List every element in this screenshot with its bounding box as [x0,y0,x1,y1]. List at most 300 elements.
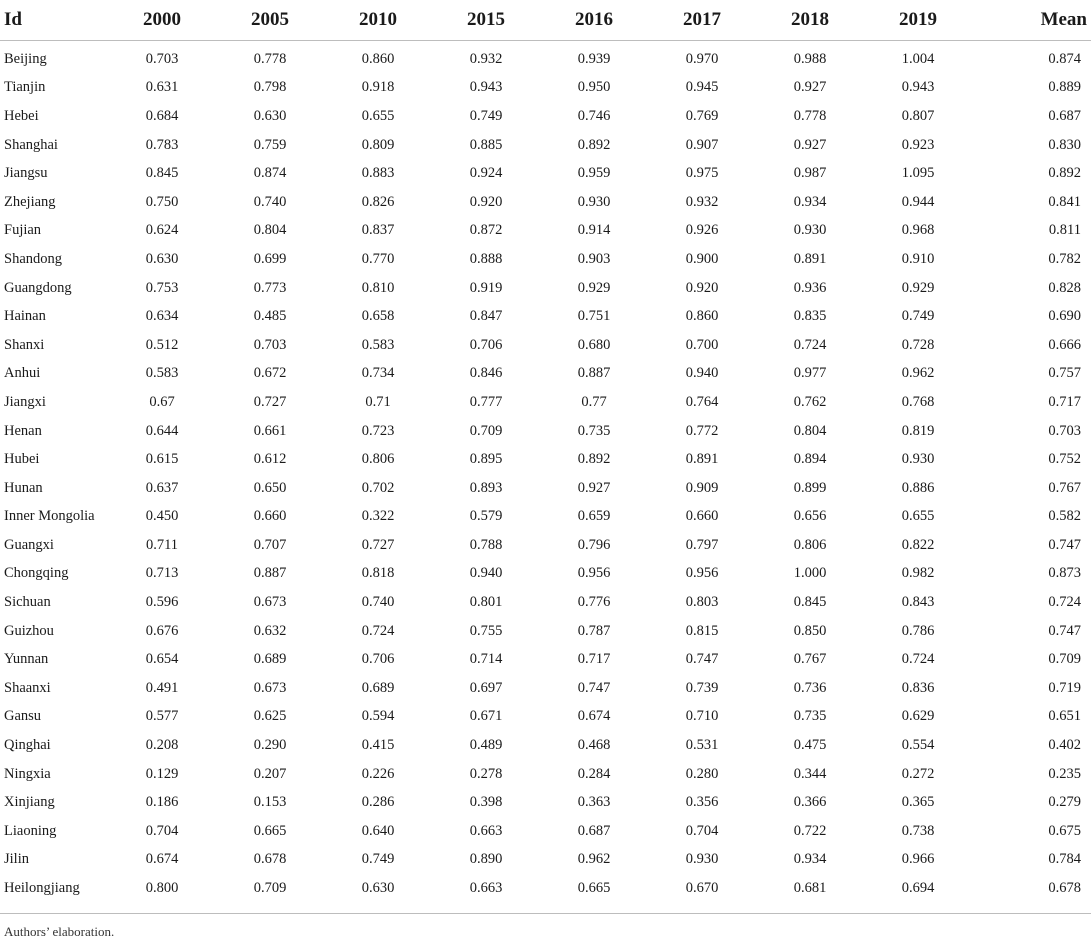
region-name-cell: Shanghai [4,136,58,153]
value-cell: 0.934 [793,851,827,868]
value-cell: 0.279 [1048,794,1081,811]
value-cell: 0.651 [1048,708,1081,725]
value-cell: 0.655 [361,107,395,124]
value-cell: 0.727 [361,536,395,553]
value-cell: 1.000 [793,565,827,582]
value-cell: 0.723 [361,422,395,439]
value-cell: 0.936 [793,279,827,296]
region-name-cell: Hainan [4,308,46,325]
value-cell: 0.284 [577,765,611,782]
value-cell: 0.899 [793,479,827,496]
value-cell: 0.366 [793,794,827,811]
value-cell: 0.713 [145,565,179,582]
value-cell: 0.71 [365,393,391,410]
table-row [0,360,1091,389]
table-row [0,131,1091,160]
region-name-cell: Shanxi [4,336,45,353]
value-cell: 0.596 [145,594,179,611]
value-cell: 0.579 [469,508,503,525]
value-cell: 0.962 [577,851,611,868]
value-cell: 0.982 [901,565,935,582]
value-cell: 0.531 [685,737,719,754]
value-cell: 0.640 [361,822,395,839]
value-cell: 0.702 [361,479,395,496]
value-cell: 0.860 [361,50,395,67]
column-header: 2019 [864,0,972,41]
value-cell: 0.892 [1048,165,1081,182]
value-cell: 0.186 [145,794,179,811]
value-cell: 0.697 [469,679,503,696]
region-name-cell: Hunan [4,479,43,496]
value-cell: 0.968 [901,222,935,239]
table-footnote: Authors’ elaboration. [4,923,115,939]
value-cell: 0.788 [469,536,503,553]
value-cell: 0.594 [361,708,395,725]
value-cell: 0.826 [361,193,395,210]
value-cell: 0.674 [577,708,611,725]
value-cell: 0.757 [1048,365,1081,382]
value-cell: 0.930 [793,222,827,239]
value-cell: 0.738 [901,822,935,839]
region-name-cell: Liaoning [4,822,57,839]
value-cell: 0.767 [793,651,827,668]
table-row [0,159,1091,188]
value-cell: 0.836 [901,679,935,696]
table-row [0,74,1091,103]
value-cell: 0.714 [469,651,503,668]
value-cell: 0.909 [685,479,719,496]
value-cell: 0.828 [1048,279,1081,296]
value-cell: 0.630 [253,107,287,124]
value-cell: 0.717 [577,651,611,668]
value-cell: 0.365 [901,794,935,811]
table-row [0,703,1091,732]
value-cell: 0.719 [1048,679,1081,696]
value-cell: 0.943 [901,79,935,96]
value-cell: 0.735 [793,708,827,725]
value-cell: 0.885 [469,136,503,153]
value-cell: 0.804 [253,222,287,239]
value-cell: 0.874 [253,165,287,182]
value-cell: 0.700 [685,336,719,353]
value-cell: 0.724 [793,336,827,353]
value-cell: 0.822 [901,536,935,553]
column-header: Mean [972,0,1091,41]
value-cell: 0.703 [253,336,287,353]
value-cell: 0.711 [145,536,179,553]
table-row [0,474,1091,503]
value-cell: 0.665 [577,880,611,897]
value-cell: 0.764 [685,393,719,410]
table-row [0,245,1091,274]
value-cell: 0.841 [1048,193,1081,210]
value-cell: 0.807 [901,107,935,124]
region-name-cell: Guangxi [4,536,54,553]
value-cell: 0.778 [253,50,287,67]
value-cell: 0.950 [577,79,611,96]
value-cell: 0.929 [901,279,935,296]
region-name-cell: Guizhou [4,622,54,639]
value-cell: 0.659 [577,508,611,525]
region-name-cell: Beijing [4,50,47,67]
value-cell: 0.687 [577,822,611,839]
value-cell: 0.637 [145,479,179,496]
value-cell: 0.491 [145,679,179,696]
value-cell: 0.772 [685,422,719,439]
value-cell: 0.704 [145,822,179,839]
value-cell: 0.740 [361,594,395,611]
value-cell: 0.226 [361,765,395,782]
value-cell: 0.736 [793,679,827,696]
value-cell: 0.747 [1048,536,1081,553]
value-cell: 0.727 [253,393,287,410]
value-cell: 0.684 [145,107,179,124]
value-cell: 0.895 [469,451,503,468]
value-cell: 0.468 [577,737,611,754]
value-cell: 0.752 [1048,451,1081,468]
table-body [0,41,1091,907]
table-row [0,417,1091,446]
region-name-cell: Ningxia [4,765,51,782]
value-cell: 0.658 [361,308,395,325]
table-row [0,731,1091,760]
value-cell: 0.706 [361,651,395,668]
value-cell: 0.940 [469,565,503,582]
value-cell: 0.873 [1048,565,1081,582]
column-header: 2017 [648,0,756,41]
value-cell: 0.475 [793,737,827,754]
table-row [0,674,1091,703]
value-cell: 0.661 [253,422,287,439]
table-header [0,0,1091,41]
value-cell: 0.630 [145,250,179,267]
table-row [0,874,1091,907]
value-cell: 0.129 [145,765,179,782]
table-row [0,503,1091,532]
region-name-cell: Yunnan [4,651,49,668]
value-cell: 0.750 [145,193,179,210]
value-cell: 0.747 [577,679,611,696]
value-cell: 0.977 [793,365,827,382]
value-cell: 0.630 [361,880,395,897]
value-cell: 0.272 [901,765,935,782]
value-cell: 0.278 [469,765,503,782]
value-cell: 0.900 [685,250,719,267]
value-cell: 0.632 [253,622,287,639]
value-cell: 0.945 [685,79,719,96]
value-cell: 0.806 [793,536,827,553]
value-cell: 0.846 [469,365,503,382]
value-cell: 0.891 [685,451,719,468]
value-cell: 0.943 [469,79,503,96]
value-cell: 0.687 [1048,107,1081,124]
region-name-cell: Heilongjiang [4,880,80,897]
value-cell: 0.845 [145,165,179,182]
region-name-cell: Tianjin [4,79,46,96]
table-row [0,274,1091,303]
value-cell: 0.707 [253,536,287,553]
value-cell: 0.872 [469,222,503,239]
value-cell: 0.749 [361,851,395,868]
value-cell: 0.956 [685,565,719,582]
value-cell: 0.988 [793,50,827,67]
value-cell: 0.932 [469,50,503,67]
value-cell: 0.796 [577,536,611,553]
value-cell: 0.673 [253,679,287,696]
value-cell: 0.703 [1048,422,1081,439]
value-cell: 0.208 [145,737,179,754]
value-cell: 0.286 [361,794,395,811]
value-cell: 0.280 [685,765,719,782]
value-cell: 0.801 [469,594,503,611]
value-cell: 0.889 [1048,79,1081,96]
value-cell: 0.907 [685,136,719,153]
value-cell: 0.890 [469,851,503,868]
value-cell: 0.450 [145,508,179,525]
value-cell: 0.235 [1048,765,1081,782]
table-row [0,445,1091,474]
value-cell: 0.663 [469,822,503,839]
value-cell: 0.811 [1048,222,1081,239]
value-cell: 0.673 [253,594,287,611]
value-cell: 0.927 [793,79,827,96]
value-cell: 0.847 [469,308,503,325]
value-cell: 0.815 [685,622,719,639]
value-cell: 0.734 [361,365,395,382]
value-cell: 0.689 [253,651,287,668]
value-cell: 0.893 [469,479,503,496]
column-header: 2016 [540,0,648,41]
value-cell: 0.759 [253,136,287,153]
value-cell: 0.777 [469,393,503,410]
region-name-cell: Xinjiang [4,794,55,811]
table-row [0,531,1091,560]
region-name-cell: Sichuan [4,594,51,611]
value-cell: 0.776 [577,594,611,611]
value-cell: 0.886 [901,479,935,496]
value-cell: 0.903 [577,250,611,267]
value-cell: 0.837 [361,222,395,239]
value-cell: 0.699 [253,250,287,267]
region-name-cell: Gansu [4,708,42,725]
value-cell: 0.739 [685,679,719,696]
value-cell: 0.830 [1048,136,1081,153]
region-name-cell: Inner Mongolia [4,508,95,525]
value-cell: 0.818 [361,565,395,582]
value-cell: 0.676 [145,622,179,639]
value-cell: 0.207 [253,765,287,782]
value-cell: 0.625 [253,708,287,725]
value-cell: 1.004 [901,50,935,67]
value-cell: 0.891 [793,250,827,267]
value-cell: 0.874 [1048,50,1081,67]
value-cell: 0.660 [685,508,719,525]
value-cell: 0.665 [253,822,287,839]
value-cell: 0.724 [1048,594,1081,611]
table-row [0,760,1091,789]
value-cell: 0.644 [145,422,179,439]
value-cell: 0.678 [1048,880,1081,897]
value-cell: 0.749 [469,107,503,124]
value-cell: 0.670 [685,880,719,897]
value-cell: 0.819 [901,422,935,439]
value-cell: 0.77 [581,393,607,410]
value-cell: 0.786 [901,622,935,639]
value-cell: 0.709 [1048,651,1081,668]
value-cell: 0.987 [793,165,827,182]
region-name-cell: Hebei [4,107,39,124]
value-cell: 0.577 [145,708,179,725]
region-name-cell: Guangdong [4,279,72,296]
value-cell: 0.843 [901,594,935,611]
value-cell: 0.660 [253,508,287,525]
region-name-cell: Henan [4,422,42,439]
value-cell: 0.783 [145,136,179,153]
value-cell: 0.363 [577,794,611,811]
value-cell: 0.787 [577,622,611,639]
region-name-cell: Jilin [4,851,29,868]
value-cell: 0.930 [577,193,611,210]
value-cell: 0.322 [361,508,395,525]
value-cell: 0.894 [793,451,827,468]
region-name-cell: Chongqing [4,565,69,582]
value-cell: 0.944 [901,193,935,210]
value-cell: 0.749 [901,308,935,325]
column-header: 2018 [756,0,864,41]
value-cell: 0.934 [793,193,827,210]
value-cell: 0.656 [793,508,827,525]
value-cell: 0.751 [577,308,611,325]
value-cell: 0.747 [1048,622,1081,639]
value-cell: 0.940 [685,365,719,382]
value-cell: 0.959 [577,165,611,182]
table-row [0,388,1091,417]
value-cell: 0.67 [149,393,175,410]
table-row [0,645,1091,674]
region-name-cell: Anhui [4,365,41,382]
table-row [0,102,1091,131]
value-cell: 0.924 [469,165,503,182]
value-cell: 0.694 [901,880,935,897]
value-cell: 0.860 [685,308,719,325]
value-cell: 0.784 [1048,851,1081,868]
table-row [0,817,1091,846]
column-header: 2000 [108,0,216,41]
value-cell: 0.717 [1048,393,1081,410]
value-cell: 0.809 [361,136,395,153]
value-cell: 0.612 [253,451,287,468]
value-cell: 0.689 [361,679,395,696]
value-cell: 0.770 [361,250,395,267]
value-cell: 0.631 [145,79,179,96]
value-cell: 0.663 [469,880,503,897]
value-cell: 0.778 [793,107,827,124]
value-cell: 0.919 [469,279,503,296]
value-cell: 0.782 [1048,250,1081,267]
value-cell: 0.773 [253,279,287,296]
value-cell: 0.887 [577,365,611,382]
region-name-cell: Jiangxi [4,393,46,410]
value-cell: 1.095 [901,165,935,182]
value-cell: 0.975 [685,165,719,182]
value-cell: 0.850 [793,622,827,639]
value-cell: 0.930 [685,851,719,868]
value-cell: 0.512 [145,336,179,353]
bottom-rule [0,913,1091,914]
value-cell: 0.582 [1048,508,1081,525]
value-cell: 0.892 [577,451,611,468]
value-cell: 0.724 [361,622,395,639]
value-cell: 0.768 [901,393,935,410]
value-cell: 0.970 [685,50,719,67]
value-cell: 0.398 [469,794,503,811]
value-cell: 0.810 [361,279,395,296]
value-cell: 0.929 [577,279,611,296]
value-cell: 0.672 [253,365,287,382]
value-cell: 0.728 [901,336,935,353]
value-cell: 0.962 [901,365,935,382]
value-cell: 0.655 [901,508,935,525]
value-cell: 0.650 [253,479,287,496]
value-cell: 0.920 [469,193,503,210]
value-cell: 0.755 [469,622,503,639]
region-name-cell: Hubei [4,451,40,468]
value-cell: 0.887 [253,565,287,582]
value-cell: 0.753 [145,279,179,296]
value-cell: 0.709 [253,880,287,897]
value-cell: 0.746 [577,107,611,124]
value-cell: 0.624 [145,222,179,239]
value-cell: 0.939 [577,50,611,67]
table-row [0,788,1091,817]
value-cell: 0.740 [253,193,287,210]
table-row [0,588,1091,617]
value-cell: 0.671 [469,708,503,725]
region-name-cell: Qinghai [4,737,51,754]
value-cell: 0.892 [577,136,611,153]
table-row [0,41,1091,74]
value-cell: 0.769 [685,107,719,124]
value-cell: 0.615 [145,451,179,468]
table-row [0,846,1091,875]
column-header: 2010 [324,0,432,41]
value-cell: 0.153 [253,794,287,811]
value-cell: 0.806 [361,451,395,468]
value-cell: 0.629 [901,708,935,725]
value-cell: 0.923 [901,136,935,153]
value-cell: 0.583 [361,336,395,353]
value-cell: 0.356 [685,794,719,811]
value-cell: 0.634 [145,308,179,325]
value-cell: 0.888 [469,250,503,267]
value-cell: 0.666 [1048,336,1081,353]
value-cell: 0.956 [577,565,611,582]
value-cell: 0.927 [577,479,611,496]
value-cell: 0.583 [145,365,179,382]
value-cell: 0.674 [145,851,179,868]
table-row [0,331,1091,360]
value-cell: 0.290 [253,737,287,754]
table-row [0,188,1091,217]
table-row [0,302,1091,331]
value-cell: 0.654 [145,651,179,668]
value-cell: 0.966 [901,851,935,868]
region-name-cell: Zhejiang [4,193,56,210]
value-cell: 0.767 [1048,479,1081,496]
value-cell: 0.845 [793,594,827,611]
value-cell: 0.678 [253,851,287,868]
region-name-cell: Fujian [4,222,42,239]
